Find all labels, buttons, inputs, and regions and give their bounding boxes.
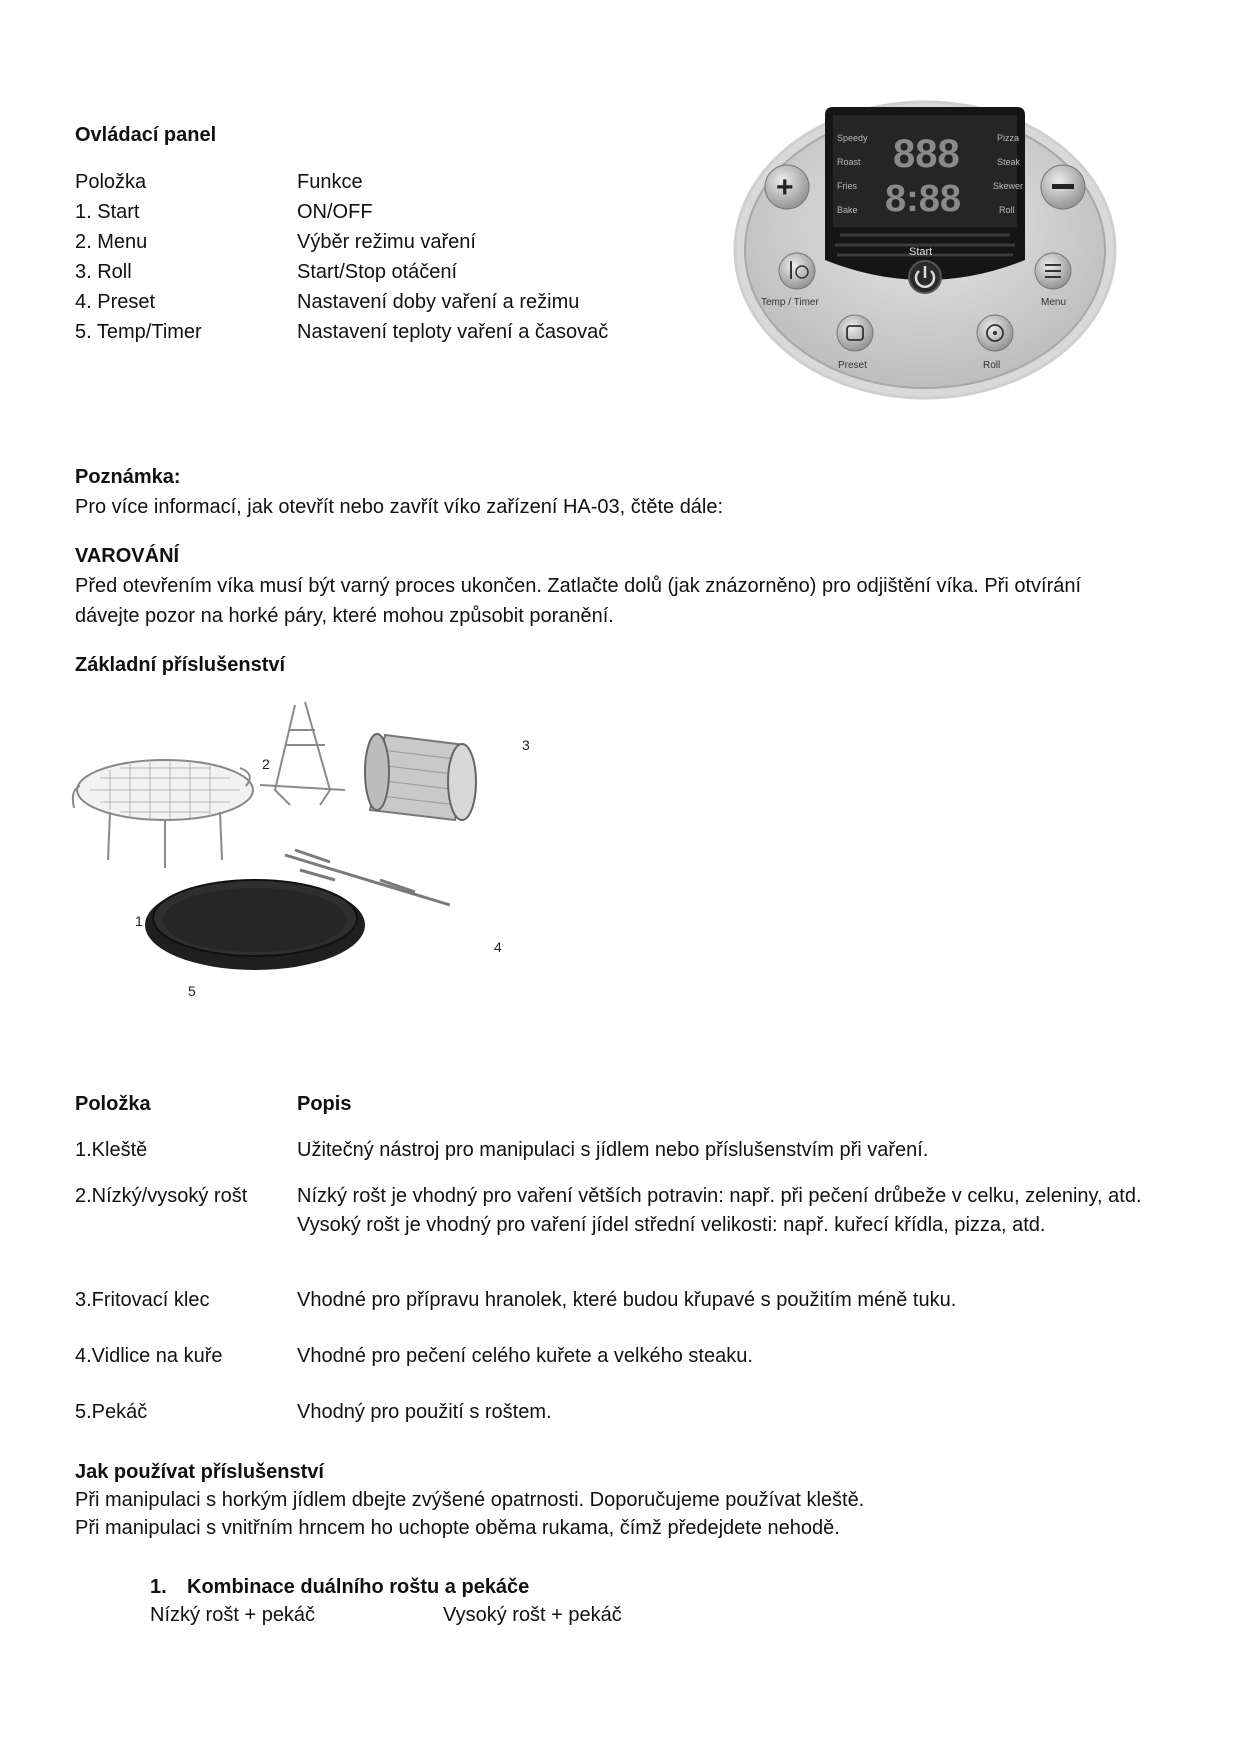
mode-label: Fries — [837, 181, 857, 191]
accessory-item: 4.Vidlice na kuře — [75, 1345, 223, 1367]
col-function-header: Funkce — [297, 171, 363, 193]
col-item-header: Položka — [75, 1093, 151, 1115]
accessories-image — [70, 690, 560, 1020]
col-desc-header: Popis — [297, 1093, 352, 1115]
mode-label: Steak — [997, 157, 1021, 167]
accessory-item: 5.Pekáč — [75, 1401, 148, 1423]
control-function: Nastavení teploty vaření a časovač — [297, 321, 609, 343]
warning-text-line: Před otevřením víka musí být varný proces ukončen. Zatlačte dolů (jak znázorněno) pro odjištění víka. Při otvírání — [75, 575, 1082, 597]
pan-illustration — [145, 880, 365, 970]
control-function: ON/OFF — [297, 201, 373, 223]
usage-heading: Jak používat příslušenství — [75, 1461, 324, 1483]
control-item: 5. Temp/Timer — [75, 321, 202, 343]
mode-label: Bake — [837, 205, 858, 215]
rack-illustration — [73, 760, 253, 868]
control-panel-image — [725, 95, 1125, 410]
figure-label: 2 — [262, 756, 270, 772]
accessory-item: 2.Nízký/vysoký rošt — [75, 1185, 248, 1207]
figure-label: 4 — [494, 939, 502, 955]
roll-label: Roll — [983, 360, 1001, 371]
control-function: Nastavení doby vaření a režimu — [297, 291, 580, 313]
mode-label: Roll — [999, 205, 1015, 215]
preset-label: Preset — [838, 360, 867, 371]
preset-button[interactable] — [837, 315, 873, 351]
temp-timer-label: Temp / Timer — [761, 297, 819, 308]
control-function: Výběr režimu vaření — [297, 231, 476, 253]
control-panel-heading: Ovládací panel — [75, 124, 217, 146]
accessory-desc: Užitečný nástroj pro manipulaci s jídlem nebo příslušenstvím při vaření. — [297, 1139, 929, 1161]
warning-text-line: dávejte pozor na horké páry, které mohou způsobit poranění. — [75, 605, 614, 627]
mode-label: Skewer — [993, 181, 1024, 191]
warning-heading: VAROVÁNÍ — [75, 545, 180, 567]
accessory-desc: Vhodný pro použití s roštem. — [297, 1401, 552, 1423]
control-item: 4. Preset — [75, 291, 156, 313]
accessories-heading: Základní příslušenství — [75, 654, 286, 676]
temp-timer-button[interactable] — [779, 253, 815, 289]
accessory-item: 1.Kleště — [75, 1139, 148, 1161]
control-item: 3. Roll — [75, 261, 132, 283]
basket-illustration — [365, 734, 476, 820]
figure-label: 3 — [522, 737, 530, 753]
mode-label: Roast — [837, 157, 861, 167]
note-text: Pro více informací, jak otevřít nebo zavřít víko zařízení HA-03, čtěte dále: — [75, 496, 724, 518]
figure-label: 1 — [135, 913, 143, 929]
figure-label: 5 — [188, 983, 196, 999]
mode-label: Speedy — [837, 133, 868, 143]
accessory-desc: Vysoký rošt je vhodný pro vaření jídel střední velikosti: např. kuřecí křídla, pizza, atd. — [297, 1214, 1046, 1236]
display-digits-bottom: 8:88 — [885, 178, 962, 220]
accessory-desc: Vhodné pro pečení celého kuřete a velkého steaku. — [297, 1345, 753, 1367]
combination-left-label: Nízký rošt + pekáč — [150, 1604, 316, 1626]
usage-text-line: Při manipulaci s horkým jídlem dbejte zvýšené opatrnosti. Doporučujeme používat kleště. — [75, 1489, 865, 1511]
display-digits-top: 888 — [893, 132, 960, 176]
control-item: 1. Start — [75, 201, 140, 223]
accessory-desc: Vhodné pro přípravu hranolek, které budou křupavé s použitím méně tuku. — [297, 1289, 957, 1311]
combination-right-label: Vysoký rošt + pekáč — [443, 1604, 622, 1626]
note-heading: Poznámka: — [75, 466, 181, 488]
col-item-header: Položka — [75, 171, 147, 193]
minus-icon — [1052, 184, 1074, 189]
combination-heading: Kombinace duálního roštu a pekáče — [187, 1576, 530, 1598]
accessory-desc: Nízký rošt je vhodný pro vaření větších potravin: např. při pečení drůbeže v celku, zeleniny, atd. — [297, 1185, 1142, 1207]
combination-number: 1. — [150, 1576, 167, 1598]
control-function: Start/Stop otáčení — [297, 261, 458, 283]
tongs-illustration — [260, 702, 345, 805]
accessory-item: 3.Fritovací klec — [75, 1289, 210, 1311]
menu-label: Menu — [1041, 297, 1067, 308]
usage-text-line: Při manipulaci s vnitřním hrncem ho uchopte oběma rukama, čímž předejdete nehodě. — [75, 1517, 840, 1539]
plus-icon: + — [776, 171, 794, 204]
start-label: Start — [909, 246, 933, 258]
mode-label: Pizza — [997, 133, 1020, 143]
control-item: 2. Menu — [75, 231, 148, 253]
